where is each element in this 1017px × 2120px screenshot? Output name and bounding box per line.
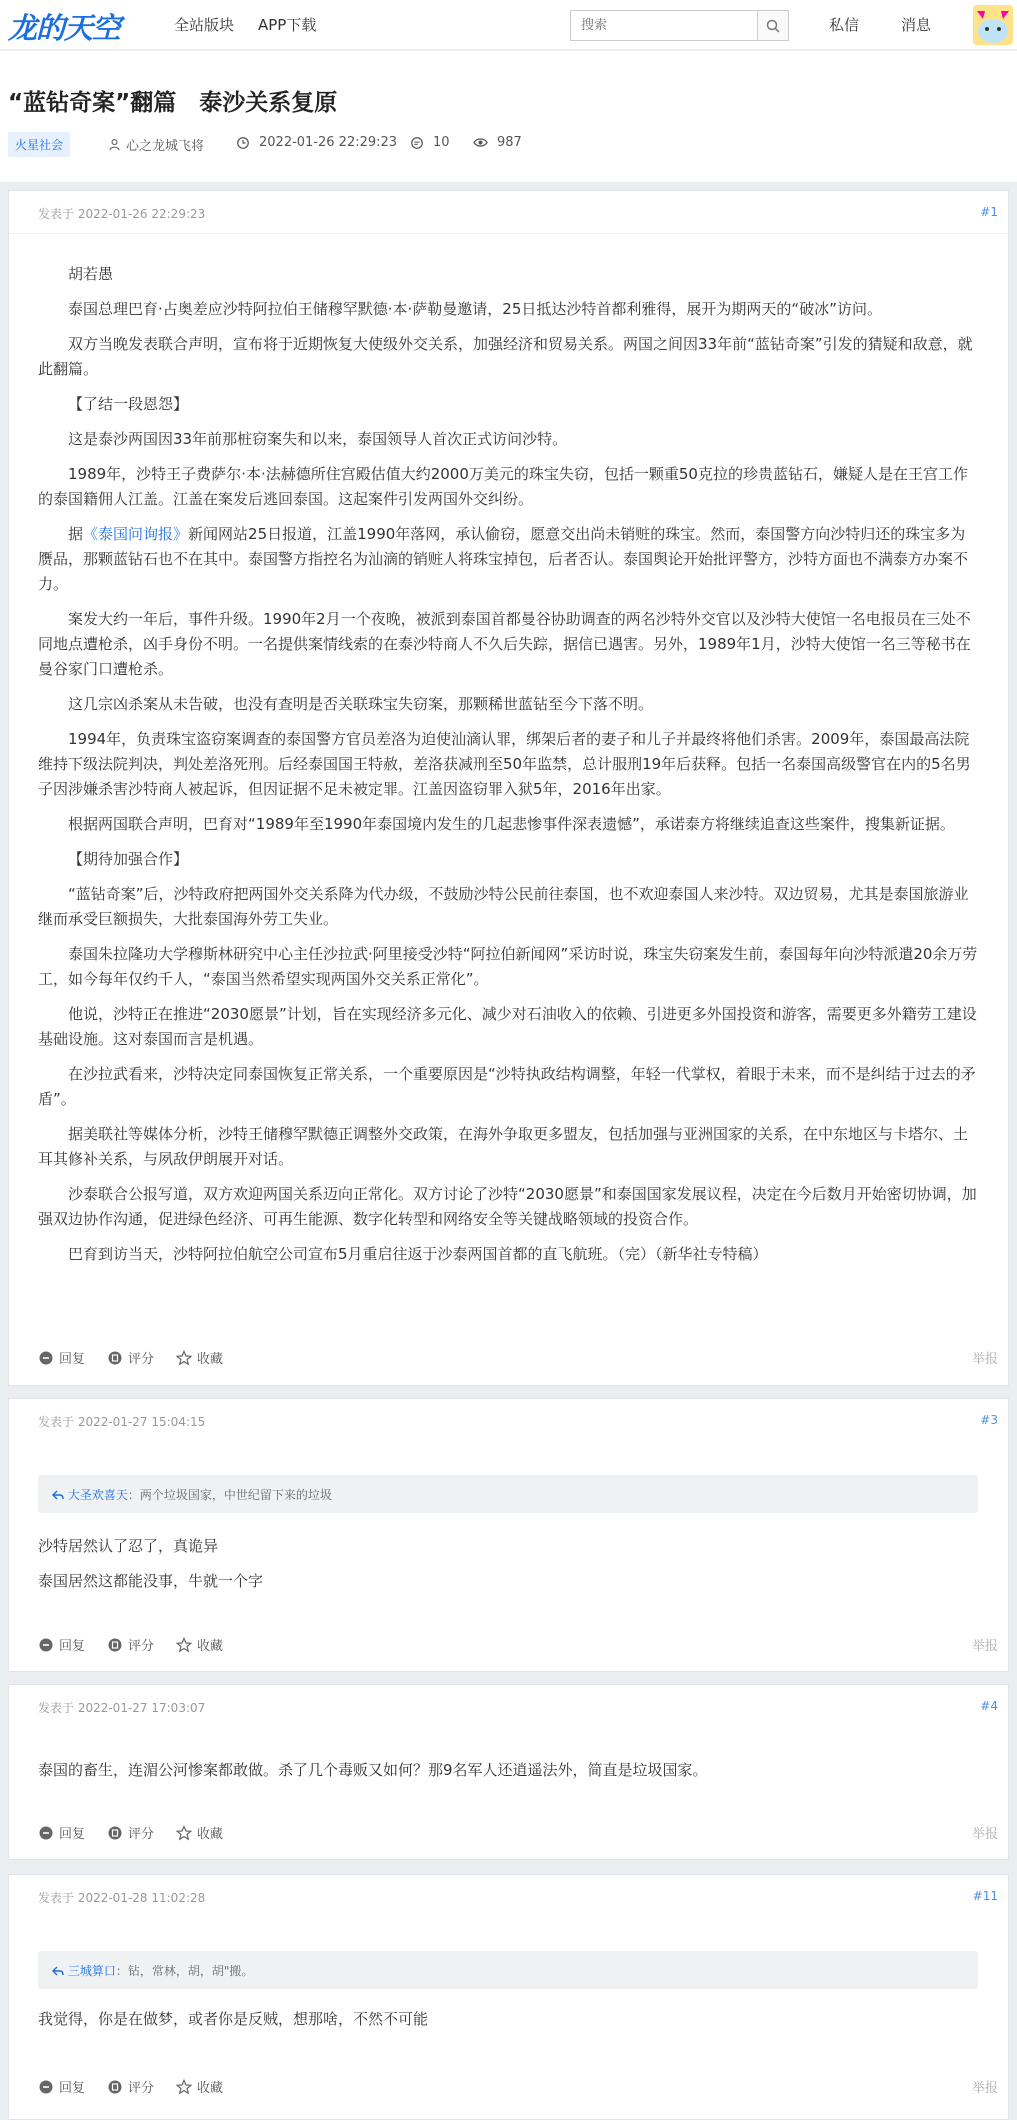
rate-label: 评分 [128, 1827, 155, 1842]
search-input[interactable] [571, 11, 758, 40]
report-link[interactable]: 举报 [971, 1827, 998, 1842]
reply-line: 泰国的畜生，连湄公河惨案都敢做。杀了几个毒贩又如何？那9名军人还逍遥法外，简直是垃圾国家。 [38, 1761, 708, 1779]
reply-line: 我觉得，你是在做梦，或者你是反贼，想那啥，不然不可能 [38, 2010, 429, 2028]
report-link[interactable]: 举报 [971, 2081, 998, 2096]
floor-header [9, 191, 1008, 233]
search-button[interactable] [757, 11, 788, 40]
rate-button[interactable] [107, 1635, 154, 1654]
clock-icon [236, 136, 250, 150]
rate-label: 评分 [128, 1352, 155, 1367]
comment-icon [410, 136, 424, 150]
collect-button[interactable] [176, 2077, 223, 2096]
author-name[interactable]: 心之龙城飞将 [126, 139, 205, 154]
eye-icon [473, 135, 488, 150]
reply-button[interactable] [38, 1635, 85, 1654]
floor-number[interactable]: #4 [980, 1699, 998, 1713]
collect-button[interactable] [176, 1348, 223, 1367]
post-header [0, 51, 1017, 182]
comment-count-meta [410, 135, 450, 150]
reply-icon [38, 1825, 54, 1841]
paragraph: 泰国朱拉隆功大学穆斯林研究中心主任沙拉武·阿里接受沙特“阿拉伯新闻网”采访时说，珠宝失窃案发生前，泰国每年向沙特派遣20余万劳工，如今每年仅约千人，“泰国当然希望实现两国外交关系正常化”。 [38, 945, 978, 988]
quote-block [38, 1951, 978, 1989]
report-link[interactable]: 举报 [971, 1352, 998, 1367]
reply-label: 回复 [59, 1639, 86, 1654]
paragraph: 1989年，沙特王子费萨尔·本·法赫德所住宫殿估值大约2000万美元的珠宝失窃，包括一颗重50克拉的珍贵蓝钻石，嫌疑人是在王宫工作的泰国籍佣人江盖。江盖在案发后逃回泰国。这起案件引发两国外交纠纷。 [38, 465, 968, 508]
star-icon [176, 1825, 192, 1841]
report-link[interactable]: 举报 [971, 1639, 998, 1654]
reply-label: 回复 [59, 1352, 86, 1367]
star-icon [176, 1637, 192, 1653]
post-time-meta [236, 135, 397, 150]
post-actions [38, 1635, 223, 1654]
rate-icon [107, 1350, 123, 1366]
reply-arrow-icon [52, 1490, 64, 1500]
rate-button[interactable] [107, 1348, 154, 1367]
quote-text: ：两个垃圾国家，中世纪留下来的垃圾 [127, 1488, 332, 1502]
search-box [570, 10, 789, 41]
user-icon [108, 138, 121, 151]
reply-icon [38, 1350, 54, 1366]
collect-label: 收藏 [197, 1639, 224, 1654]
reply-content [38, 2007, 978, 2042]
reply-label: 回复 [59, 2081, 86, 2096]
paragraph: 根据两国联合声明，巴育对“1989年至1990年泰国境内发生的几起悲惨事件深表遗憾”，承诺泰方将继续追查这些案件，搜集新证据。 [68, 815, 955, 833]
avatar-image [973, 5, 1013, 45]
reply-icon [38, 1637, 54, 1653]
view-count-meta [473, 135, 522, 150]
floor-header [9, 1685, 1008, 1727]
reply-button[interactable] [38, 1348, 85, 1367]
rate-icon [107, 1825, 123, 1841]
reply-line: 泰国居然这都能没事，牛就一个字 [38, 1572, 264, 1590]
quoted-user[interactable]: 三城算口 [67, 1964, 116, 1978]
rate-label: 评分 [128, 1639, 155, 1654]
reply-content [38, 1758, 978, 1793]
search-icon [765, 18, 781, 34]
post-floor-11 [8, 1874, 1009, 2120]
page-title: “蓝钻奇案”翻篇 泰沙关系复原 [8, 90, 338, 116]
post-actions [38, 1823, 223, 1842]
paragraph: 泰国总理巴育·占奥差应沙特阿拉伯王储穆罕默德·本·萨勒曼邀请，25日抵达沙特首都利雅得，展开为期两天的“破冰”访问。 [68, 300, 882, 318]
quote-text: ：钻，常林，胡，胡"搬。 [115, 1964, 254, 1978]
paragraph: 沙泰联合公报写道，双方欢迎两国关系迈向正常化。双方讨论了沙特“2030愿景”和泰国国家发展议程，决定在今后数月开始密切协调，加强双边协作沟通，促进绿色经济、可再生能源、数字化转型和网络安全等关键战略领域的投资合作。 [38, 1185, 977, 1228]
paragraph: 这几宗凶杀案从未告破，也没有查明是否关联珠宝失窃案，那颗稀世蓝钻至今下落不明。 [68, 695, 654, 713]
post-floor-3 [8, 1398, 1009, 1672]
paragraph: 巴育到访当天，沙特阿拉伯航空公司宣布5月重启往返于沙泰两国首都的直飞航班。（完）（新华社专特稿） [68, 1245, 768, 1263]
reply-arrow-icon [52, 1966, 64, 1976]
star-icon [176, 1350, 192, 1366]
post-actions [38, 1348, 223, 1367]
quote-block [38, 1475, 978, 1513]
site-logo[interactable]: 龙的天空 [8, 11, 121, 45]
section-heading: 【期待加强合作】 [68, 850, 189, 868]
reply-button[interactable] [38, 1823, 85, 1842]
paragraph: 他说，沙特正在推进“2030愿景”计划，旨在实现经济多元化、减少对石油收入的依赖、引进更多外国投资和游客，需要更多外籍劳工建设基础设施。这对泰国而言是机遇。 [38, 1005, 977, 1048]
reply-line: 沙特居然认了忍了，真诡异 [38, 1537, 219, 1555]
collect-button[interactable] [176, 1823, 223, 1842]
rate-button[interactable] [107, 1823, 154, 1842]
posted-time: 发表于 2022-01-27 17:03:07 [38, 1701, 206, 1715]
posted-time: 发表于 2022-01-27 15:04:15 [38, 1415, 206, 1429]
board-badge[interactable]: 火星社会 [8, 132, 70, 157]
reply-label: 回复 [59, 1827, 86, 1842]
collect-button[interactable] [176, 1635, 223, 1654]
nav-all-boards[interactable]: 全站版块 [174, 16, 235, 34]
paragraph: “蓝钻奇案”后，沙特政府把两国外交关系降为代办级，不鼓励沙特公民前往泰国，也不欢迎泰国人来沙特。双边贸易，尤其是泰国旅游业继而承受巨额损失，大批泰国海外劳工失业。 [38, 885, 969, 928]
post-content [38, 262, 978, 1277]
nav-app-download[interactable]: APP下载 [258, 16, 317, 34]
comment-count: 10 [433, 135, 450, 150]
floor-number[interactable]: #1 [980, 205, 998, 219]
private-message-link[interactable]: 私信 [829, 16, 860, 34]
view-count: 987 [497, 135, 522, 150]
paragraph: 1994年，负责珠宝盗窃案调查的泰国警方官员差洛为迫使汕滴认罪，绑架后者的妻子和儿子并最终将他们杀害。2009年，泰国最高法院维持下级法院判决，判处差洛死刑。后经泰国国王特赦，差洛获减刑至50年监禁，总计服刑19年后获释。包括一名泰国高级警官在内的5名男子因涉嫌杀害沙特商人被起诉，但因证据不足未被定罪。江盖因盗窃罪入狱5年，2016年出家。 [38, 730, 971, 798]
star-icon [176, 2079, 192, 2095]
post-datetime: 2022-01-26 22:29:23 [259, 135, 398, 150]
author-meta[interactable] [108, 135, 204, 154]
floor-number[interactable]: #11 [972, 1889, 998, 1903]
top-header [0, 0, 1017, 50]
paragraph: 这是泰沙两国因33年前那桩窃案失和以来，泰国领导人首次正式访问沙特。 [68, 430, 568, 448]
post-floor-1 [8, 190, 1009, 1386]
collect-label: 收藏 [197, 1352, 224, 1367]
post-floor-4 [8, 1684, 1009, 1860]
rate-icon [107, 1637, 123, 1653]
paragraph: 案发大约一年后，事件升级。1990年2月一个夜晚，被派到泰国首都曼谷协助调查的两名沙特外交官以及沙特大使馆一名电报员在三处不同地点遭枪杀，凶手身份不明。一名提供案情线索的在泰沙特商人不久后失踪，据信已遇害。另外，1989年1月，沙特大使馆一名三等秘书在曼谷家门口遭枪杀。 [38, 610, 971, 678]
divider [9, 233, 1008, 234]
paragraph: 双方当晚发表联合声明，宣布将于近期恢复大使级外交关系，加强经济和贸易关系。两国之间因33年前“蓝钻奇案”引发的猜疑和敌意，就此翻篇。 [38, 335, 973, 378]
collect-label: 收藏 [197, 2081, 224, 2096]
reply-content [38, 1534, 978, 1604]
reply-icon [38, 2079, 54, 2095]
rate-label: 评分 [128, 2081, 155, 2096]
section-heading: 【了结一段恩怨】 [68, 395, 189, 413]
paragraph-text: 新闻网站25日报道，江盖1990年落网，承认偷窃，愿意交出尚未销赃的珠宝。然而，泰国警方向沙特归还的珠宝多为赝品，那颗蓝钻石也不在其中。泰国警方指控名为汕滴的销赃人将珠宝掉包，后者否认。泰国舆论开始批评警方，沙特方面也不满泰方办案不力。 [38, 525, 969, 593]
source-link[interactable]: 《泰国问询报》 [83, 525, 189, 543]
floor-header [9, 1875, 1008, 1917]
collect-label: 收藏 [197, 1827, 224, 1842]
posted-time: 发表于 2022-01-28 11:02:28 [38, 1891, 206, 1905]
reply-button[interactable] [38, 2077, 85, 2096]
paragraph: 在沙拉武看来，沙特决定同泰国恢复正常关系，一个重要原因是“沙特执政结构调整，年轻一代掌权，着眼于未来，而不是纠结于过去的矛盾”。 [38, 1065, 976, 1108]
paragraph: 据美联社等媒体分析，沙特王储穆罕默德正调整外交政策，在海外争取更多盟友，包括加强与亚洲国家的关系，在中东地区与卡塔尔、土耳其修补关系，与夙敌伊朗展开对话。 [38, 1125, 969, 1168]
rate-icon [107, 2079, 123, 2095]
floor-number[interactable]: #3 [980, 1413, 998, 1427]
quoted-user[interactable]: 大圣欢喜天 [67, 1488, 128, 1502]
rate-button[interactable] [107, 2077, 154, 2096]
posted-time: 发表于 2022-01-26 22:29:23 [38, 207, 206, 221]
link-prefix: 据 [68, 525, 84, 543]
paragraph [38, 522, 978, 597]
notifications-link[interactable]: 消息 [901, 16, 932, 34]
floor-header [9, 1399, 1008, 1441]
post-actions [38, 2077, 223, 2096]
user-avatar[interactable] [973, 5, 1013, 45]
paragraph: 胡若愚 [68, 265, 114, 283]
